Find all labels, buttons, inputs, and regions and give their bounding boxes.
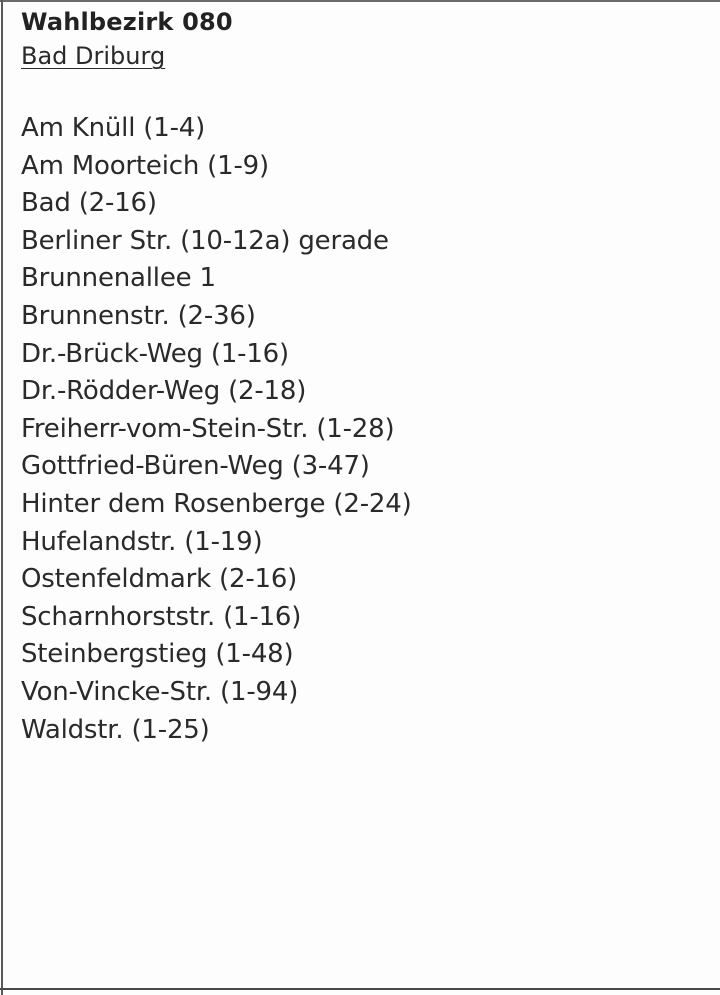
street-item: Am Moorteich (1-9) (21, 150, 269, 181)
page-border-bottom (0, 988, 720, 990)
street-item: Freiherr-vom-Stein-Str. (1-28) (21, 413, 395, 444)
street-item: Ostenfeldmark (2-16) (21, 564, 298, 595)
district-title: Wahlbezirk 080 (21, 8, 233, 36)
street-list (21, 110, 710, 749)
street-item: Brunnenallee 1 (21, 263, 216, 294)
page-border-top (0, 0, 720, 2)
street-item: Waldstr. (1-25) (21, 714, 210, 745)
street-item: Bad (2-16) (21, 188, 157, 219)
street-item: Brunnenstr. (2-36) (21, 300, 256, 331)
street-item: Dr.-Brück-Weg (1-16) (21, 338, 289, 369)
district-content (21, 5, 710, 749)
street-item: Am Knüll (1-4) (21, 113, 206, 143)
page-border-left (1, 0, 3, 995)
district-town: Bad Driburg (21, 42, 166, 70)
street-item: Steinbergstieg (1-48) (21, 639, 294, 670)
street-item: Gottfried-Büren-Weg (3-47) (21, 451, 370, 482)
street-item: Hufelandstr. (1-19) (21, 526, 263, 557)
street-item: Scharnhorststr. (1-16) (21, 601, 302, 632)
street-item: Berliner Str. (10-12a) gerade (21, 225, 389, 256)
street-item: Hinter dem Rosenberge (2-24) (21, 488, 412, 519)
street-item: Dr.-Rödder-Weg (2-18) (21, 376, 307, 407)
street-item: Von-Vincke-Str. (1-94) (21, 676, 299, 707)
